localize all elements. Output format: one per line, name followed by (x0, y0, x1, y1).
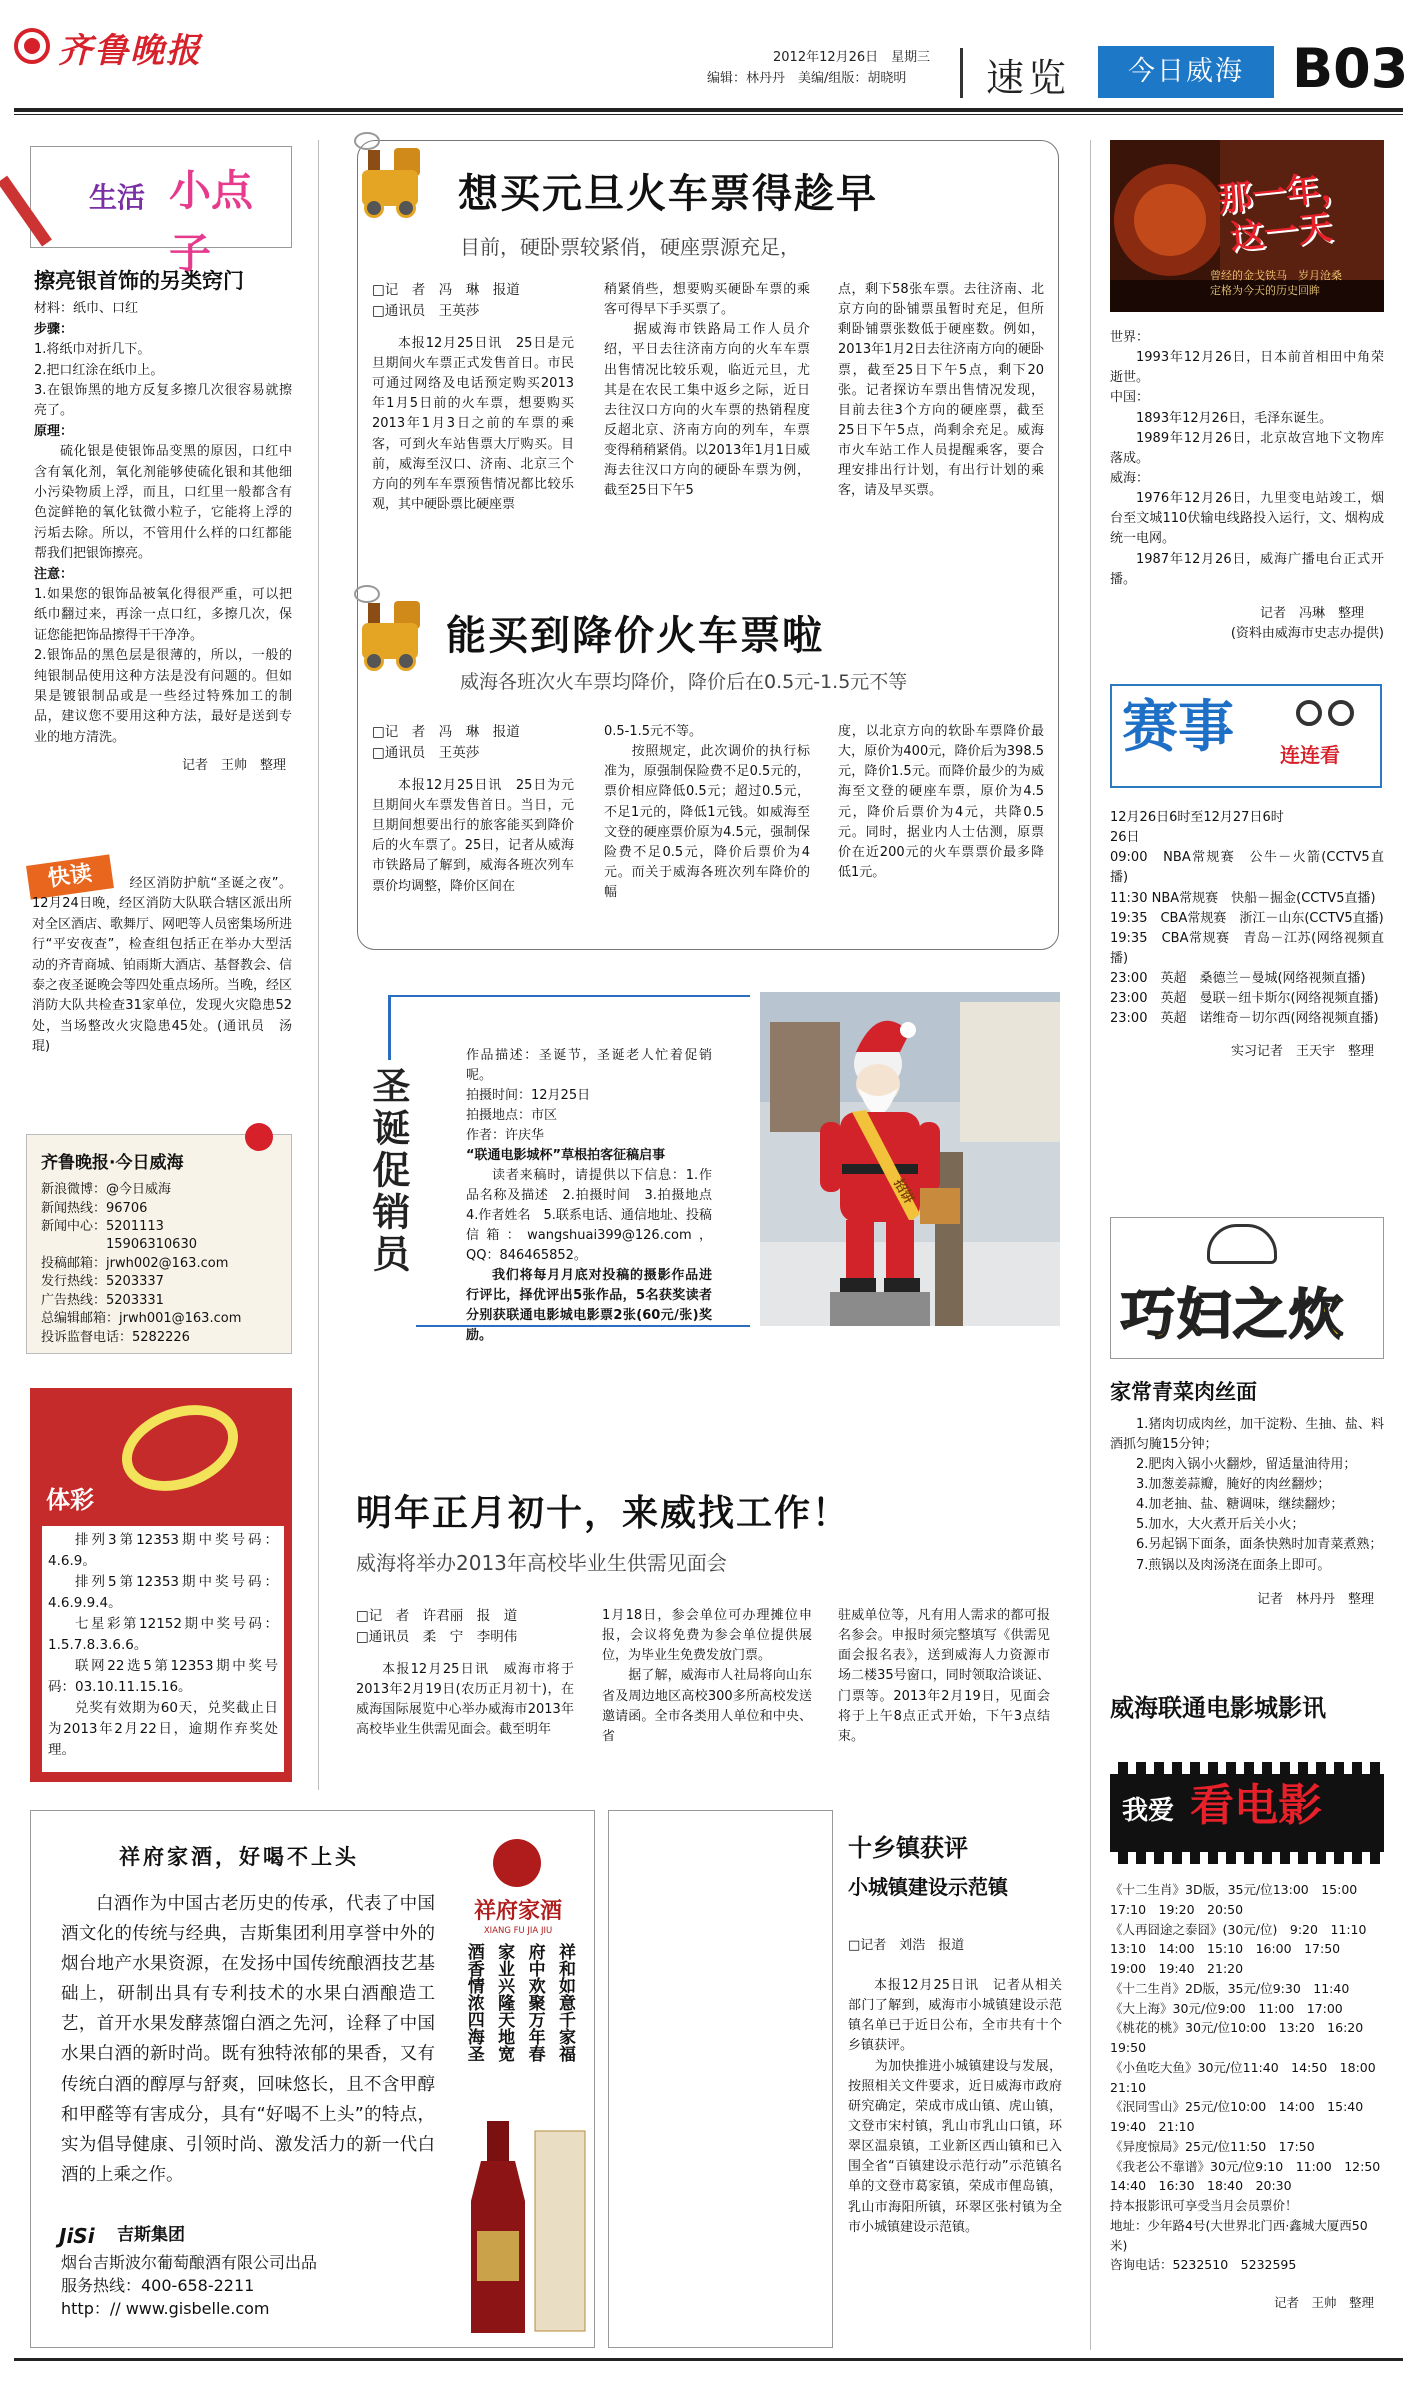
xmas-info (466, 1046, 726, 1346)
tips-logo-b: 小点子 (169, 166, 254, 278)
rail2-text-3: 度，以北京方向的软卧车票降价最大，原价为400元，降价后为398.5元，降价1.5元。而降价最少的为威海至文登的硬座车票，原价为4.5元，降价后票价为4元，共降0.5元。同时，据业内人士估测，原票价在近200元的火车票票价最多降低1元。 (838, 724, 1044, 880)
movie-credit: 记者 王帅 整理 (1273, 2295, 1374, 2310)
jobs-text-3: 驻威单位等，凡有用人需求的都可报名参会。申报时须完整填写《供需见面会报名表》，送到威海人力资源市场二楼35号窗口，同时领取洽谈证、门票等。2013年2月19日，见面会将于上午8点正式开始，下午3点结束。 (838, 1608, 1050, 1744)
movie-line: 《大上海》30元/位9:00 11:00 17:00 (1110, 2000, 1343, 2016)
sports-schedule (1110, 808, 1384, 1062)
cooking-step: 4.加老抽、盐、糖调味，继续翻炒； (1136, 1497, 1344, 1513)
header-meta (707, 48, 930, 90)
wine-verse: 酒香情浓四海圣 (463, 1943, 484, 2062)
contact-line: 广告热线：5203331 (41, 1292, 164, 1308)
history-china: 1893年12月26日，毛泽东诞生。 (1136, 410, 1333, 426)
movie-logo-a: 我爱 (1122, 1796, 1175, 1826)
rail1-byline: □通讯员 王英莎 (372, 302, 480, 319)
header-date: 2012年12月26日 星期三 (773, 50, 931, 65)
tips-step: 2.把口红涂在纸巾上。 (34, 362, 164, 378)
movie-line: 咨询电话：5232510 5232595 (1110, 2257, 1297, 2273)
town-title: 十乡镇获评 (848, 1834, 968, 1862)
wine-body: 白酒作为中国古老历史的传承，代表了中国酒文化的传统与经典，吉斯集团利用享誉中外的烟台地产水果资源，在发扬中国传统酿酒技艺基础上，研制出具有专利技术的水果白酒酿造工艺，首开水果发酵蒸馏白酒之先河，诠释了中国水果白酒的新时尚。既有独特浓郁的果香，又有传统白酒的醇厚与舒爽，回味悠长，且不含甲醇和甲醛等有害成分，具有“好喝不上头”的特点，实为倡导健康、引领时尚、激发活力的新一代白酒的上乘之作。 (61, 1894, 435, 2185)
town-subtitle: 小城镇建设示范镇 (848, 1875, 1008, 1899)
lottery-line: 七星彩第12152期中奖号码：1.5.7.8.3.6.6。 (48, 1616, 278, 1654)
tips-principle-heading: 原理： (34, 423, 74, 439)
cooking-article (1110, 1376, 1384, 1610)
xmas-info-line: 作者：许庆华 (466, 1128, 545, 1144)
rail2-subtitle: 威海各班次火车票均降价，降价后在0.5元-1.5元不等 (460, 671, 908, 693)
wine-bottle-icon (451, 2111, 591, 2343)
rail2-byline: □通讯员 王英莎 (372, 744, 480, 761)
rail2-byline: □记 者 冯 琳 报道 (372, 724, 520, 740)
header-editors: 编辑：林丹丹 美编/组版：胡晓明 (707, 70, 907, 86)
tips-materials: 材料：纸巾、口红 (34, 301, 139, 317)
history-credit: 记者 冯琳 整理 (1259, 605, 1364, 621)
contact-line: 投诉监督电话：5282226 (41, 1329, 190, 1345)
tips-steps-heading: 步骤： (34, 321, 74, 337)
masthead-logo (14, 18, 234, 72)
xmas-contest-text: 读者来稿时，请提供以下信息：1.作品名称及描述 2.拍摄时间 3.拍摄地点 4.作者姓名 5.联系电话、通信地址、投稿信箱：wangshuai399@126.com，QQ：846465852。 (466, 1168, 726, 1264)
movie-line: 《小鱼吃大鱼》30元/位11:40 14:50 18:00 21:10 (1110, 2059, 1389, 2095)
jobs-title: 明年正月初十，来威找工作！ (356, 1493, 851, 1534)
history-source: (资料由威海市史志办提供) (1230, 625, 1384, 641)
xmas-contest-title: “联通电影城杯”草根拍客征稿启事 (466, 1148, 666, 1164)
kuaidu-badge: 快读 (26, 854, 114, 899)
movie-listings (1110, 1880, 1393, 2313)
town-body: 本报12月25日讯 记者从相关部门了解到，威海市小城镇建设示范镇名单已于近日公布，全市共有十个乡镇获评。 为加快推进小城镇建设与发展，按照相关文件要求，近日威海市政府研究确定，荣成市成山镇、虎山镇，文登市宋村镇，乳山市乳山口镇，环翠区温泉镇，工业新区西山镇和已入围全省“百镇建设示范行动”示范镇名单的文登市葛家镇，荣成市俚岛镇，乳山市海阳所镇，环翠区张村镇为全市小城镇建设示范镇。 (848, 1978, 1062, 2235)
wine-seal-icon (493, 1839, 541, 1887)
sports-logo-a: 赛事 (1122, 695, 1234, 760)
sports-item: 23:00 英超 桑德兰－曼城(网络视频直播) (1110, 971, 1366, 987)
tips-principle: 硫化银是使银饰品变黑的原因，口红中含有氧化剂，氧化剂能够使硫化银和其他细小污染物质上浮，而且，口红里一般都含有色淀鲜艳的氧化钛微小粒子，它能将上浮的污垢去除。所以，不管用什么样的口红都能帮我们把银饰擦亮。 (34, 444, 292, 562)
history-banner (1110, 140, 1384, 312)
wine-url: http：// www.gisbelle.com (61, 2299, 270, 2319)
column-divider (1090, 140, 1091, 2350)
lottery-box (30, 1388, 292, 1782)
movie-line: 《十二生肖》3D版，35元/位13:00 15:00 17:10 19:20 20:50 (1110, 1882, 1370, 1917)
sports-item: 19:35 CBA常规赛 浙江－山东(CCTV5直播) (1110, 910, 1384, 926)
contact-line: 新闻热线：96706 (41, 1200, 148, 1216)
movie-line: 《我老公不靠谱》30元/位9:10 11:00 12:50 14:40 16:30 18:40 20:30 (1110, 2158, 1393, 2194)
cooking-credit: 记者 林丹丹 整理 (1256, 1591, 1374, 1607)
rail1-text-1: 本报12月25日讯 25日是元旦期间火车票正式发售首日。市民可通过网络及电话预定购买2013年1月5日前的火车票，想要购买2013年1月3日之前的车票的乘客，可到火车站售票大厅购买。目前，威海至汉口、济南、北京三个方向的列车车票预售情况都比较乐观，其中硬卧票比硬座票 (372, 335, 574, 512)
column-divider (318, 140, 319, 1790)
train-icon (344, 132, 430, 218)
cooking-step: 6.另起锅下面条，面条快熟时加青菜煮熟； (1136, 1537, 1383, 1553)
wine-contact (61, 2251, 317, 2321)
rail1-byline: □记 者 冯 琳 报道 (372, 282, 520, 298)
kuaidu-text: 经区消防护航“圣诞之夜”。12月24日晚，经区消防大队联合辖区派出所对全区酒店、歌舞厅、网吧等人员密集场所进行“平安夜查”，检查组包括正在举办大型活动的齐青商城、铂雨斯大酒店、基督教会、信泰之夜圣诞晚会等四处重点场所。当晚，经区消防大队共检查31家单位，发现火灾隐患52处，当场整改火灾隐患45处。(通讯员 汤琨) (32, 876, 293, 1055)
xmas-info-line: 作品描述：圣诞节，圣诞老人忙着促销呢。 (466, 1048, 712, 1084)
rail1-title: 想买元旦火车票得趁早 (458, 171, 878, 217)
contact-line: 总编辑邮箱：jrwh001@163.com (41, 1311, 242, 1327)
history-banner-line: 这一天 (1228, 207, 1334, 259)
sports-logo (1110, 684, 1382, 788)
xmas-info-line: 拍摄时间：12月25日 (466, 1088, 591, 1104)
santa-photo-graphic (760, 992, 1060, 1326)
tips-step: 3.在银饰黑的地方反复多擦几次很容易就擦亮了。 (34, 382, 292, 419)
wine-verse: 家业兴隆天地宽 (494, 1943, 515, 2062)
jobs-byline: □记 者 许君丽 报 道 (356, 1608, 518, 1624)
cooking-step: 3.加葱姜蒜瓣，腌好的肉丝翻炒； (1136, 1476, 1331, 1492)
wine-logo-pinyin: XIANG FU JIA JIU (483, 1926, 553, 1936)
rail2-title: 能买到降价火车票啦 (446, 613, 824, 659)
tips-credit: 记者 王帅 整理 (181, 758, 286, 774)
sports-logo-b: 连连看 (1280, 743, 1340, 767)
history-china: 1989年12月26日，北京故宫地下文物库落成。 (1110, 430, 1384, 466)
pen-icon (0, 176, 52, 247)
rail2-text-1: 本报12月25日讯 25日为元旦期间火车票发售首日。当日，元旦期间想要出行的旅客能买到降价后的火车票了。25日，记者从威海市铁路局了解到，威海各班次列车票价均调整，降价区间在 (372, 777, 574, 894)
tips-notes-heading: 注意： (34, 566, 74, 582)
sports-item: 19:35 CBA常规赛 青岛－江苏(网络视频直播) (1110, 930, 1384, 966)
wine-slogan: 祥府家酒，好喝不上头 (119, 1844, 359, 1869)
wine-company: 烟台吉斯波尔葡萄酿酒有限公司出品 (61, 2253, 318, 2272)
cooking-step: 5.加水，大火煮开后关小火； (1136, 1517, 1305, 1533)
movie-line: 地址：少年路4号(大世界北门西·鑫城大厦西50米) (1110, 2217, 1368, 2253)
history-banner-line: 那一年， (1216, 166, 1356, 221)
lottery-results (42, 1526, 284, 1772)
wine-verse: 祥和如意千家福 (555, 1943, 575, 2062)
cooking-step: 7.煎锅以及肉汤浇在面条上即可。 (1136, 1557, 1331, 1573)
wine-logo-name: 祥府家酒 (473, 1899, 562, 1924)
movie-logo (1110, 1762, 1384, 1864)
contact-line: 新浪微博：@今日威海 (41, 1182, 172, 1198)
rail1-col1 (372, 280, 574, 515)
movie-line: 《泯同雪山》25元/位10:00 14:00 15:40 19:40 21:10 (1110, 2099, 1376, 2134)
header-tag: 今日威海 (1098, 46, 1274, 98)
history-article (1110, 328, 1384, 644)
cooking-step: 1.猪肉切成肉丝，加干淀粉、生抽、盐、料酒抓匀腌15分钟； (1110, 1416, 1384, 1452)
rail1-text-2: 稍紧俏些，想要购买硬卧车票的乘客可得早下手买票了。 据威海市铁路局工作人员介绍，平日去往济南方向的火车车票出售情况比较乐观，临近元旦，尤其是在农民工集中返乡之际，近日去往汉口方向的火车票的热销程度反超北京、济南方向的列车，车票变得稍稍紧俏。以2013年1月1日威海去往汉口方向的硬卧车票为例，截至25日下午5 (604, 282, 810, 499)
movie-line: 《异度惊局》25元/位11:50 17:50 (1110, 2138, 1315, 2154)
movie-line: 《桃花的桃》30元/位10:00 13:20 16:20 19:50 (1110, 2020, 1376, 2055)
history-world-heading: 世界： (1110, 330, 1150, 345)
masthead-title: 齐鲁晚报 (58, 31, 202, 71)
contact-line: 新闻中心：5201113 (41, 1219, 164, 1235)
santa-photo (760, 992, 1060, 1326)
cooking-logo (1110, 1217, 1384, 1359)
blank-ad-box (608, 1810, 833, 2348)
contact-line: 15906310630 (41, 1237, 197, 1253)
tips-step: 1.将纸巾对折几下。 (34, 342, 151, 358)
lottery-banner (30, 1388, 292, 1514)
xmas-vertical-title: 圣诞促销员 (358, 1060, 416, 1330)
rail2-col1 (372, 722, 574, 897)
history-china-heading: 中国： (1110, 390, 1150, 406)
lottery-line: 兑奖有效期为60天，兑奖截止日为2013年2月22日，逾期作弃奖处理。 (48, 1700, 278, 1759)
sports-item: 11:30 NBA常规赛 快船－掘金(CCTV5直播) (1110, 890, 1376, 906)
history-caption-line: 曾经的金戈铁马 岁月沧桑 (1210, 269, 1342, 282)
header-section: 速览 (986, 56, 1071, 100)
sports-period: 12月26日6时至12月27日6时 (1110, 810, 1284, 825)
jobs-col1 (356, 1606, 574, 1740)
jobs-text-2: 1月18日，参会单位可办理摊位申报，会议将免费为参会单位提供展位，为毕业生免费发放门票。 据了解，威海市人社局将向山东省及周边地区高校300多所高校发送邀请函。全市各类用人单位和中央、省 (602, 1608, 812, 1744)
pushpin-icon (245, 1123, 273, 1151)
movie-line: 《人再囧途之泰囧》(30元/位) 9:20 11:10 13:10 14:00 15:10 16:00 17:50 19:00 19:40 21:20 (1110, 1921, 1379, 1976)
jisi-logo-icon: JiSi (59, 2224, 95, 2248)
train-icon (344, 585, 430, 671)
jobs-subtitle: 威海将举办2013年高校毕业生供需见面会 (356, 1551, 727, 1575)
rail2-text-2: 0.5-1.5元不等。 按照规定，此次调价的执行标准为，原强制保险费不足0.5元的，票价相应降低0.5元；超过0.5元，不足1元的，降低1元钱。如威海至文登的硬座票价原为4.5元，强制保险费不足0.5元，降价后票价为4元。而关于威海各班次列车降价的幅 (604, 724, 810, 901)
film-strip-icon (1110, 1762, 1384, 1774)
wine-advertisement (30, 1810, 595, 2348)
history-banner-title (1216, 167, 1359, 259)
header-rule (14, 108, 1403, 112)
wine-hotline: 服务热线：400-658-2211 (61, 2276, 255, 2296)
lottery-line: 排列3第12353期中奖号码：4.6.9。 (48, 1532, 278, 1570)
xmas-info-line: 拍摄地点：市区 (466, 1108, 558, 1124)
page-number: B03 (1292, 37, 1409, 100)
glasses-icon (1296, 700, 1322, 726)
masthead-emblem-icon (14, 28, 50, 64)
header-divider (960, 48, 963, 98)
town-byline: □记者 刘浩 报道 (848, 1938, 965, 1953)
sports-item: 09:00 NBA常规赛 公牛－火箭(CCTV5直播) (1110, 850, 1384, 886)
tips-note: 1.如果您的银饰品被氧化得很严重，可以把纸巾翻过来，再涂一点口红，多擦几次，保证您能把饰品擦得干干净净。 (34, 586, 292, 643)
history-caption-line: 定格为今天的历史回眸 (1210, 284, 1320, 298)
wine-verse: 府中欢聚万年春 (524, 1943, 545, 2062)
jobs-byline: □通讯员 柔 宁 李明伟 (356, 1628, 518, 1645)
sports-item: 23:00 英超 曼联－纽卡斯尔(网络视频直播) (1110, 991, 1379, 1007)
lottery-line: 排列5第12353期中奖号码：4.6.9.9.4。 (48, 1574, 278, 1612)
lottery-star-icon (110, 1390, 250, 1506)
xmas-contest-text-2: 我们将每月月底对投稿的摄影作品进行评比，择优评出5张作品，5名获奖读者分别获联通电影城电影票2张(60元/张)奖励。 (466, 1268, 712, 1344)
lottery-label: 体彩 (46, 1486, 94, 1514)
lottery-line: 联网22选5第12353期中奖号码：03.10.11.15.16。 (48, 1658, 278, 1696)
tips-article (34, 268, 292, 777)
tips-note: 2.银饰品的黑色层是很薄的，所以，一般的纯银制品使用这种方法是没有问题的。但如果是镀银制品或是一些经过特殊加工的制品，建议您不要用这种方法，最好是送到专业的地方清洗。 (34, 648, 292, 745)
history-world: 1993年12月26日，日本前首相田中角荣逝世。 (1110, 350, 1384, 386)
header-rule-thin (14, 114, 1403, 115)
history-weihai-heading: 威海： (1110, 470, 1150, 486)
santa-sash-label: 招饼 (890, 1176, 917, 1207)
cooking-title: 家常青菜肉丝面 (1110, 1380, 1257, 1404)
history-weihai: 1976年12月26日，九里变电站竣工，烟台至文城110伏输电线路投入运行，文、烟构成统一电网。 (1110, 491, 1384, 547)
movie-section-title: 威海联通电影城影讯 (1110, 1694, 1326, 1722)
footer-rule (14, 2358, 1403, 2361)
contact-line: 投稿邮箱：jrwh002@163.com (41, 1255, 229, 1271)
chef-hat-icon (1207, 1224, 1277, 1264)
rail1-subtitle: 目前，硬卧票较紧俏，硬座票源充足， (460, 235, 800, 259)
contact-box (26, 1134, 292, 1354)
sports-credit: 实习记者 王天宇 整理 (1230, 1043, 1374, 1059)
tips-logo-a: 生活 (89, 181, 146, 214)
tips-title: 擦亮银首饰的另类窍门 (34, 269, 244, 293)
wine-verses (463, 1943, 575, 2123)
movie-logo-b: 看电影 (1190, 1780, 1322, 1831)
contact-line: 发行热线：5203337 (41, 1274, 164, 1290)
sports-item: 23:00 英超 诺维奇－切尔西(网络视频直播) (1110, 1011, 1379, 1027)
wine-brand: 吉斯集团 (117, 2225, 185, 2245)
tips-logo (30, 146, 292, 278)
sports-day: 26日 (1110, 830, 1140, 846)
jobs-text-1: 本报12月25日讯 威海市将于2013年2月19日(农历正月初十)，在威海国际展览中心举办威海市2013年高校毕业生供需见面会。截至明年 (356, 1661, 574, 1738)
movie-line: 持本报影讯可享受当月会员票价！ (1110, 2198, 1298, 2213)
contact-title: 齐鲁晚报·今日威海 (41, 1153, 184, 1173)
rail1-text-3: 点，剩下58张车票。去往济南、北京方向的卧铺票虽暂时充足，但所剩卧铺票张数低于硬座数。例如，2013年1月2日去往济南方向的硬卧票，截至25日下午5点，剩下20张。记者探访车票出售情况发现，目前去往3个方向的硬座票，截至25日下午5点，尚剩余充足。威海市火车站工作人员提醒乘客，要合理安排出行计划，有出行计划的乘客，请及早买票。 (838, 282, 1044, 499)
movie-line: 《十二生肖》2D版，35元/位9:30 11:40 (1110, 1980, 1350, 1996)
history-weihai: 1987年12月26日，威海广播电台正式开播。 (1110, 551, 1384, 587)
cooking-logo-text: 巧妇之炊 (1121, 1283, 1345, 1346)
history-banner-caption (1210, 268, 1342, 299)
cooking-step: 2.肥肉入锅小火翻炒，留适量油待用； (1136, 1456, 1357, 1472)
